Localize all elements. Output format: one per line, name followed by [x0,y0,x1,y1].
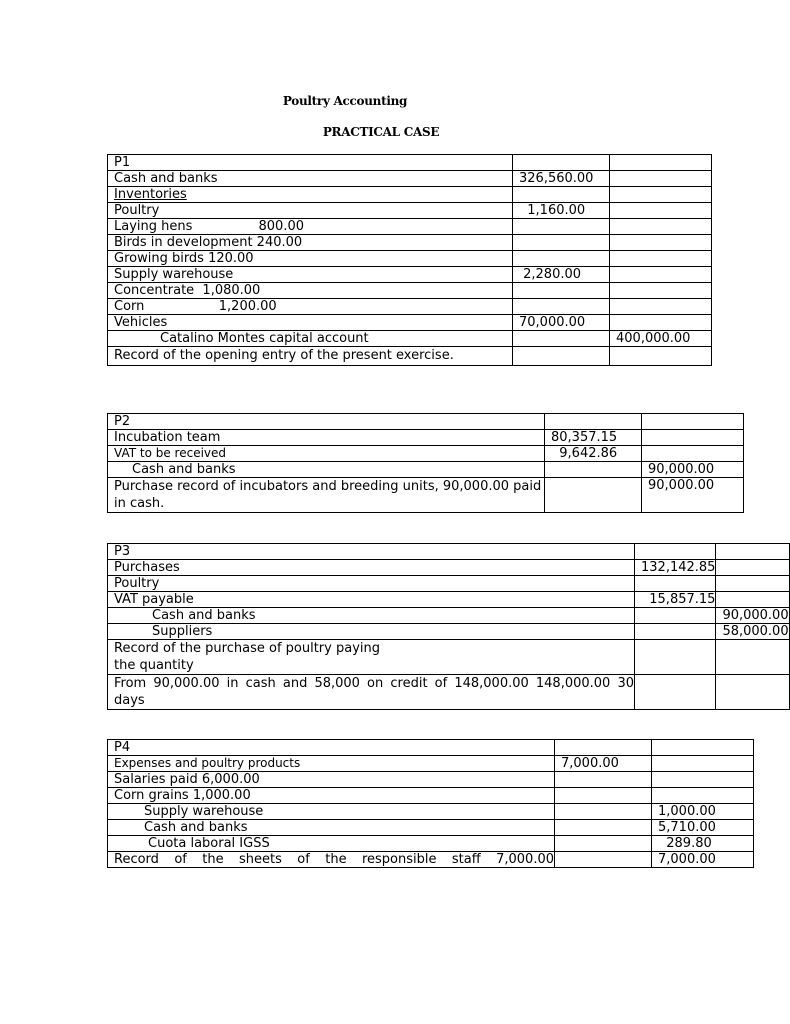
debit-cell [555,788,652,804]
credit-cell [716,544,789,560]
credit-cell [610,251,712,267]
credit-cell: 58,000.00 [716,624,789,640]
table-row [108,235,712,251]
account-label: Purchases [108,560,635,576]
table-row [108,624,790,640]
table-row [108,462,744,478]
debit-cell [545,414,642,430]
credit-cell: 289.80 [652,836,754,852]
debit-cell [555,852,652,868]
debit-cell [513,299,610,315]
debit-cell [513,331,610,347]
credit-cell [610,235,712,251]
account-label: Supply warehouse [108,267,513,283]
credit-cell [610,155,712,171]
account-label: Birds in development 240.00 [108,235,513,251]
credit-cell [610,283,712,299]
account-label: Growing birds 120.00 [108,251,513,267]
credit-cell [610,267,712,283]
credit-cell [610,299,712,315]
table-row [108,640,790,675]
debit-cell [555,804,652,820]
ledger-table-p2 [107,413,744,513]
debit-cell [513,235,610,251]
credit-cell [652,740,754,756]
credit-cell: 90,000.00 [642,478,744,513]
ledger-table-p1 [107,154,712,366]
table-row [108,788,754,804]
entry-description [108,478,545,513]
debit-cell: 70,000.00 [513,315,610,331]
account-label: Laying hens 800.00 [108,219,513,235]
credit-cell [610,315,712,331]
credit-cell [716,592,789,608]
credit-cell [610,347,712,366]
credit-cell: 90,000.00 [716,608,789,624]
credit-cell [610,219,712,235]
entry-label: P3 [108,544,635,560]
account-label: Concentrate 1,080.00 [108,283,513,299]
debit-cell: 80,357.15 [545,430,642,446]
credit-cell [642,414,744,430]
debit-cell: 7,000.00 [555,756,652,772]
table-row [108,772,754,788]
table-row [108,608,790,624]
debit-cell: 2,280.00 [513,267,610,283]
table-row [108,446,744,462]
table-row [108,430,744,446]
debit-cell [555,740,652,756]
entry-description-text: From 90,000.00 in cash and 58,000 on credit of 148,000.00 148,000.00 30 days [114,676,634,708]
debit-cell [545,462,642,478]
account-label: Catalino Montes capital account [108,331,513,347]
table-row [108,820,754,836]
ledger-table-p3 [107,543,790,710]
account-label: Cash and banks [108,608,635,624]
account-label: Inventories [108,187,513,203]
debit-cell [513,347,610,366]
debit-cell [635,675,716,710]
table-row [108,315,712,331]
account-label: Cash and banks [108,462,545,478]
table-row [108,251,712,267]
table-row [108,804,754,820]
table-row [108,155,712,171]
table-row [108,331,712,347]
credit-cell [610,187,712,203]
entry-description [108,675,635,710]
account-label: Vehicles [108,315,513,331]
account-label: Salaries paid 6,000.00 [108,772,555,788]
debit-cell [635,576,716,592]
debit-cell [555,820,652,836]
table-row [108,267,712,283]
credit-cell: 5,710.00 [652,820,754,836]
account-label: Supply warehouse [108,804,555,820]
credit-cell [716,675,789,710]
table-row [108,203,712,219]
account-label: Cuota laboral IGSS [108,836,555,852]
credit-cell [610,203,712,219]
debit-cell: 9,642.86 [545,446,642,462]
debit-cell [513,251,610,267]
table-row [108,414,744,430]
credit-cell [716,560,789,576]
table-row [108,299,712,315]
table-row [108,836,754,852]
credit-cell [716,640,789,675]
credit-cell [652,788,754,804]
debit-cell [513,219,610,235]
debit-cell [513,283,610,299]
table-row [108,560,790,576]
table-row [108,675,790,710]
account-label: Poultry [108,576,635,592]
ledger-table-p4 [107,739,754,868]
table-row [108,219,712,235]
table-row [108,852,754,868]
table-row [108,576,790,592]
debit-cell: 1,160.00 [513,203,610,219]
table-row [108,283,712,299]
account-label: Poultry [108,203,513,219]
debit-cell [635,608,716,624]
debit-cell [545,478,642,513]
credit-cell [610,171,712,187]
credit-cell [642,430,744,446]
debit-cell: 15,857.15 [635,592,716,608]
debit-cell [555,772,652,788]
document-title: Poultry Accounting [282,94,408,108]
table-row [108,592,790,608]
account-label: Cash and banks [108,820,555,836]
document-subtitle: PRACTICAL CASE [322,125,440,139]
debit-cell: 132,142.85 [635,560,716,576]
account-label: Incubation team [108,430,545,446]
debit-cell [513,187,610,203]
credit-cell: 90,000.00 [642,462,744,478]
debit-cell: 326,560.00 [513,171,610,187]
table-row [108,171,712,187]
credit-cell: 7,000.00 [652,852,754,868]
table-row [108,740,754,756]
entry-description-text: Purchase record of incubators and breeding units, 90,000.00 paid in cash. [114,479,542,511]
debit-cell [635,544,716,560]
account-label: Cash and banks [108,171,513,187]
entry-description-text: Record of the sheets of the responsible staff 7,000.00 [114,852,554,867]
entry-description: Record of the opening entry of the present exercise. [108,347,513,366]
credit-cell: 1,000.00 [652,804,754,820]
entry-label: P4 [108,740,555,756]
entry-label: P2 [108,414,545,430]
credit-cell [642,446,744,462]
account-label: Corn 1,200.00 [108,299,513,315]
credit-cell [716,576,789,592]
debit-cell [555,836,652,852]
debit-cell [635,640,716,675]
table-row [108,187,712,203]
entry-label: P1 [108,155,513,171]
account-label: Expenses and poultry products [108,756,555,772]
debit-cell [635,624,716,640]
entry-description: Record of the purchase of poultry paying the quantity [108,640,635,675]
table-row [108,347,712,366]
account-label: VAT payable [108,592,635,608]
account-label: VAT to be received [108,446,545,462]
table-row [108,756,754,772]
account-label: Suppliers [108,624,635,640]
entry-description [108,852,555,868]
credit-cell: 400,000.00 [610,331,712,347]
account-label: Corn grains 1,000.00 [108,788,555,804]
debit-cell [513,155,610,171]
table-row [108,544,790,560]
credit-cell [652,772,754,788]
credit-cell [652,756,754,772]
table-row [108,478,744,513]
